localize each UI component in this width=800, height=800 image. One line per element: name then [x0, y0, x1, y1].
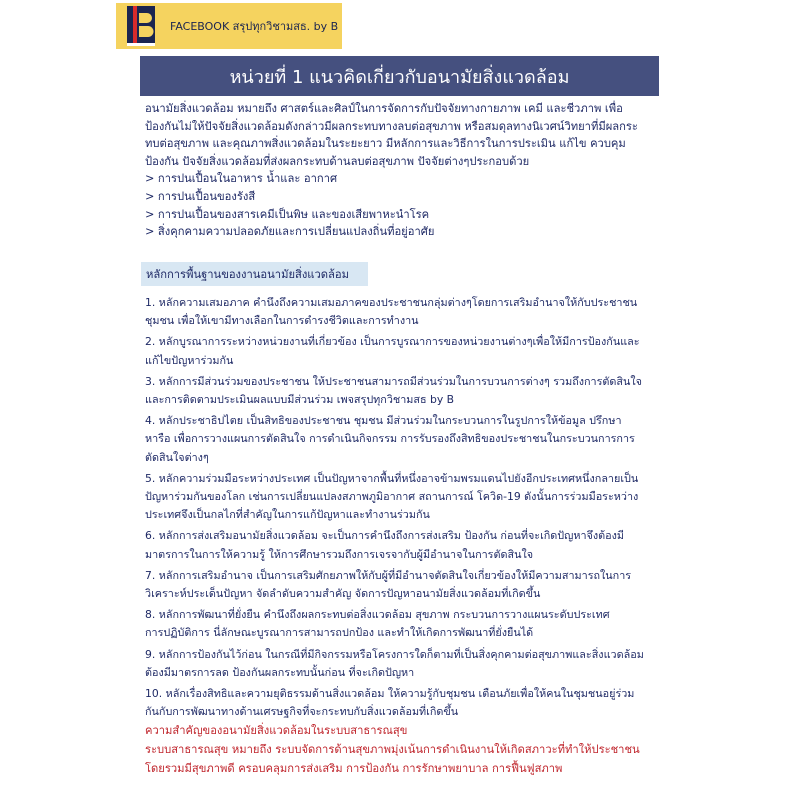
principle-line: การปฏิบัติการ นี่ลักษณะบูรณาการสามารถปกป้อง และทำให้เกิดการพัฒนาที่ยั่งยืนได้ [145, 626, 534, 640]
principle-line: 5. หลักความร่วมมือระหว่างประเทศ เป็นปัญหาจากพื้นที่หนึ่งอาจข้ามพรมแดนไปยังอีกประเทศหนึ่งกลายเป็น [145, 471, 639, 485]
principle-line: วิเคราะห์ประเด็นปัญหา จัดลำดับความสำคัญ จัดการปัญหาอนามัยสิ่งแวดล้อมที่เกิดขึ้น [145, 587, 541, 601]
principle-line: 4. หลักประชาธิปไตย เป็นสิทธิของประชาชน ชุมชน มีส่วนร่วมในกระบวนการในรูปการให้ข้อมูล ปรึกษา [145, 414, 622, 428]
intro-line: ป้องกัน ปัจจัยสิ่งแวดล้อมที่ส่งผลกระทบด้านลบต่อสุขภาพ ปัจจัยต่างๆประกอบด้วย [145, 154, 530, 168]
factor-item: > การปนเปื้อนในอาหาร น้ำและ อากาศ [145, 172, 338, 186]
importance-line: โดยรวมมีสุขภาพดี ครอบคลุมการส่งเสริม การป้องกัน การรักษาพยาบาล การฟื้นฟูสภาพ [145, 762, 563, 775]
factor-item: > สิ่งคุกคามความปลอดภัยและการเปลี่ยนแปลงถิ่นที่อยู่อาศัย [145, 225, 435, 239]
principle-line: มาตรการในการให้ความรู้ ให้การศึกษารวมถึงการเจรจากับผู้มีอำนาจในการตัดสินใจ [145, 547, 534, 561]
principle-item [145, 412, 665, 467]
intro-section [145, 100, 665, 241]
principle-line: หารือ เพื่อการวางแผนการตัดสินใจ การดำเนินกิจกรรม การรับรองถึงสิทธิของประชาชนในกระบวนการการ [145, 432, 635, 446]
principle-item [145, 646, 665, 682]
principle-line: ประเทศจึงเป็นกลไกที่สำคัญในการแก้ปัญหาและทำงานร่วมกัน [145, 508, 430, 522]
intro-line: ทบต่อสุขภาพ และคุณภาพสิ่งแวดล้อมในระยะยาว มีหลักการและวิธีการในการประเมิน แก้ไข ควบคุม [145, 137, 626, 151]
principle-line: 2. หลักบูรณาการระหว่างหน่วยงานที่เกี่ยวข้อง เป็นการบูรณาการของหน่วยงานต่างๆเพื่อให้มีการป้องกันและ [145, 335, 640, 349]
intro-line: ป้องกันไม่ให้ปัจจัยสิ่งแวดล้อมดังกล่าวมีผลกระทบทางลบต่อสุขภาพ หรือสมดุลทางนิเวศน์วิทยาที่มีผลกระ [145, 119, 638, 133]
principle-line: กันกับการพัฒนาทางด้านเศรษฐกิจที่จะกระทบกับสิ่งแวดล้อมที่เกิดขึ้น [145, 705, 459, 719]
principle-line: 7. หลักการเสริมอำนาจ เป็นการเสริมศักยภาพให้กับผู้ที่มีอำนาจตัดสินใจเกี่ยวข้องให้มีความสามารถในการ [145, 568, 632, 582]
principle-item [145, 373, 665, 409]
principle-item [145, 527, 665, 563]
factor-item: > การปนเปื้อนของสารเคมีเป็นพิษ และของเสียพาหะนำโรค [145, 207, 430, 221]
principles-list [145, 294, 665, 724]
principle-item [145, 470, 665, 525]
principle-line: ต้องมีมาตรการลด ป้องกันผลกระทบนั้นก่อน ที่จะเกิดปัญหา [145, 665, 415, 679]
brand-text: FACEBOOK สรุปทุกวิชามสธ. by B [170, 20, 339, 33]
factor-list [145, 170, 665, 240]
principle-line: 6. หลักการส่งเสริมอนามัยสิ่งแวดล้อม จะเป็นการคำนึงถึงการส่งเสริม ป้องกัน ก่อนที่จะเกิดปัญหาจึงต้องมี [145, 529, 625, 543]
section-heading: หลักการพื้นฐานของงานอนามัยสิ่งแวดล้อม [146, 268, 349, 281]
principle-line: ตัดสินใจต่างๆ [145, 450, 209, 464]
principle-line: ปัญหาร่วมกันของโลก เช่นการเปลี่ยนแปลงสภาพภูมิอากาศ สถานการณ์ โควิด-19 ดังนั้นการร่วมมือระหว่าง [145, 490, 639, 504]
principle-line: และการติดตามประเมินผลแบบมีส่วนร่วม เพจสรุปทุกวิชามสธ by B [145, 393, 455, 407]
principle-item [145, 333, 665, 369]
brand-banner [116, 3, 342, 49]
brand-logo-icon [124, 3, 158, 49]
principle-item [145, 685, 665, 721]
factor-item: > การปนเปื้อนของรังสี [145, 189, 256, 203]
principle-item [145, 606, 665, 642]
page-title-bar [140, 56, 659, 96]
importance-line: ระบบสาธารณสุข หมายถึง ระบบจัดการด้านสุขภาพมุ่งเน้นการดำเนินงานให้เกิดสภาวะที่ทำให้ประชาชน [145, 743, 640, 756]
principle-line: 1. หลักความเสมอภาค คำนึงถึงความเสมอภาคของประชาชนกลุ่มต่างๆโดยการเสริมอำนาจให้กับประชาชน [145, 296, 638, 309]
principle-line: 8. หลักการพัฒนาที่ยั่งยืน คำนึงถึงผลกระทบต่อสิ่งแวดล้อม สุขภาพ กระบวนการวางแผนระดับประเทศ [145, 608, 610, 622]
principle-line: 9. หลักการป้องกันไว้ก่อน ในกรณีที่มีกิจกรรมหรือโครงการใดก็ตามที่เป็นสิ่งคุกคามต่อสุขภาพและสิ่งแวดล้อม [145, 647, 644, 661]
principle-line: 10. หลักเรื่องสิทธิและความยุติธรรมด้านสิ่งแวดล้อม ให้ความรู้กับชุมชน เตือนภัยเพื่อให้คนในชุมชนอยู่ร่วม [145, 687, 635, 701]
principle-line: ชุมชน เพื่อให้เขามีทางเลือกในการดำรงชีวิตและการทำงาน [145, 314, 419, 328]
principle-item [145, 567, 665, 603]
principle-line: แก้ไขปัญหาร่วมกัน [145, 353, 234, 367]
section-heading-box [141, 262, 368, 286]
principle-item [145, 294, 665, 330]
intro-line: อนามัยสิ่งแวดล้อม หมายถึง ศาสตร์และศิลป์ในการจัดการกับปัจจัยทางกายภาพ เคมี และชีวภาพ เพื่อ [145, 102, 623, 115]
importance-title: ความสำคัญของอนามัยสิ่งแวดล้อมในระบบสาธารณสุข [145, 724, 408, 737]
principle-line: 3. หลักการมีส่วนร่วมของประชาชน ให้ประชาชนสามารถมีส่วนร่วมในการบวนการต่างๆ รวมถึงการตัดสินใจ [145, 374, 642, 388]
importance-section [145, 721, 665, 778]
page-title: หน่วยที่ 1 แนวคิดเกี่ยวกับอนามัยสิ่งแวดล้อม [229, 66, 570, 88]
